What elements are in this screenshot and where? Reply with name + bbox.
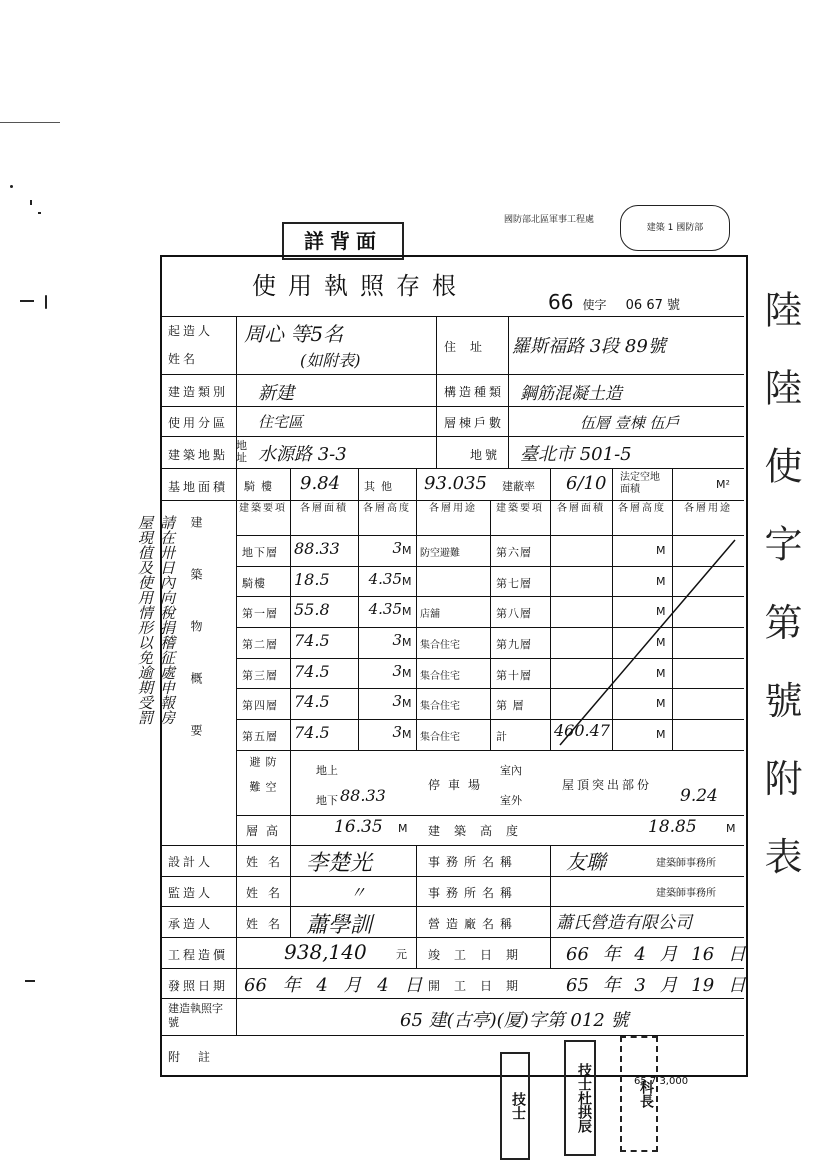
category-value: 新建 (258, 383, 294, 404)
right-margin-text: 陸 陸 使 字 第 號 附 表 (758, 290, 802, 889)
other-area: 93.035 (424, 473, 487, 494)
shelter-below-value: 88.33 (340, 786, 386, 805)
floor-height-unit: M (656, 728, 666, 741)
designer-name-label: 姓名 (246, 855, 291, 869)
contractor-name-label: 姓名 (246, 917, 291, 931)
scan-speck (30, 200, 32, 205)
floor-height: 3 (392, 539, 402, 557)
site-sub-label: 地址 (236, 439, 247, 464)
coverage-label: 建蔽率 (502, 480, 535, 493)
floors-table-header: 各層面積 (557, 503, 605, 514)
grid-line (416, 845, 417, 968)
floor-area: 74.5 (294, 662, 330, 681)
floors-units-value: 伍層 壹棟 伍戶 (580, 414, 680, 432)
issue-value: 66 年 4 月 4 日 (244, 975, 423, 996)
floor-height: 3 (392, 692, 402, 710)
grid-line (162, 937, 744, 938)
grid-line (162, 876, 744, 877)
remarks-label: 附註 (168, 1050, 229, 1064)
floor-height-unit: M (402, 544, 412, 557)
contractor-firm-label: 營造廠名稱 (428, 917, 519, 931)
supervisor-firm-suffix: 建築師事務所 (656, 888, 716, 899)
grid-line (490, 500, 491, 750)
scan-speck (25, 980, 35, 982)
floor-area: 74.5 (294, 631, 330, 650)
print-info: 65 7 3,000 (634, 1076, 689, 1087)
floor-name: 第 層 (496, 699, 525, 712)
other-label: 其他 (364, 480, 398, 493)
grid-line (162, 436, 744, 437)
grid-line (162, 500, 744, 501)
grid-line (550, 845, 551, 968)
grid-line (236, 750, 744, 751)
structure-label: 構造種類 (444, 385, 505, 399)
building-height-value: 18.85 (648, 817, 697, 837)
supervisor-name-label: 姓名 (246, 886, 291, 900)
scan-speck (20, 300, 34, 302)
floor-use: 集合住宅 (420, 671, 460, 682)
arcade-label: 騎樓 (244, 480, 278, 493)
shelter-label: 防空避難 (248, 756, 277, 806)
grid-line (236, 815, 744, 816)
floor-height-unit: M (402, 728, 412, 741)
designer-firm: 友聯 (566, 850, 606, 874)
floor-area: 460.47 (554, 721, 610, 740)
grid-line (436, 316, 437, 468)
floors-table-header: 建築要項 (496, 503, 544, 514)
floor-use: 店舖 (420, 609, 440, 620)
roof-value: 9.24 (680, 786, 718, 806)
floor-height-unit: M (402, 697, 412, 710)
license-label: 使字 (582, 298, 607, 312)
detail-back-stamp: 詳背面 (282, 222, 404, 260)
floor-height: 3 (392, 631, 402, 649)
start-value: 65 年 3 月 19 日 (566, 975, 746, 996)
floor-name: 計 (496, 730, 508, 743)
floor-height-unit: M (656, 605, 666, 618)
designer-firm-suffix: 建築師事務所 (656, 858, 716, 869)
summary-section-label: 建築物概要 (189, 516, 203, 776)
floor-area: 74.5 (294, 692, 330, 711)
cost-value: 938,140 (284, 940, 367, 964)
floors-table-header: 各層高度 (363, 503, 411, 514)
legal-open-label: 法定空地面積 (620, 472, 660, 495)
floor-name: 第十層 (496, 669, 532, 682)
floor-name: 第六層 (496, 546, 532, 559)
floor-use: 集合住宅 (420, 732, 460, 743)
designer-firm-label: 事務所名稱 (428, 855, 519, 869)
floor-height-unit: M (656, 575, 666, 588)
grid-line (162, 906, 744, 907)
supervisor-name: 〃 (350, 883, 367, 902)
floor-height-unit: M (402, 575, 412, 588)
grid-line (162, 468, 744, 469)
floor-height-unit: M (656, 544, 666, 557)
floors-units-label: 層棟戶數 (444, 416, 505, 430)
top-stamp-left: 國防部北區軍事工程處 (504, 215, 595, 225)
scan-speck (38, 212, 41, 214)
category-label: 建造類別 (168, 385, 229, 399)
arcade-area: 9.84 (300, 473, 341, 494)
grid-line (162, 998, 744, 999)
structure-value: 鋼筋混凝土造 (520, 384, 622, 404)
parking-indoor: 室內 (500, 764, 522, 777)
address-label: 住址 (444, 340, 497, 354)
floors-table-header: 各層高度 (618, 503, 666, 514)
floor-name: 第一層 (242, 607, 278, 620)
use-zone-value: 住宅區 (258, 413, 304, 431)
grid-line (162, 968, 744, 969)
scan-speck (10, 185, 13, 188)
license-number (548, 290, 738, 314)
form-title: 使用執照存根 (252, 272, 468, 300)
shelter-below-label: 地下 (316, 794, 338, 807)
story-height-value: 16.35 (334, 817, 383, 837)
floor-name: 第四層 (242, 699, 278, 712)
roof-label: 屋頂突出部份 (562, 778, 653, 792)
owner-value: 周心 等5名 (244, 322, 344, 346)
floor-use: 防空避難 (420, 548, 460, 559)
floor-area: 74.5 (294, 723, 330, 742)
area-label: 基地面積 (168, 480, 229, 494)
license-code: 66 (548, 290, 574, 314)
floor-area: 55.8 (294, 600, 330, 619)
contractor-label: 承造人 (168, 917, 214, 931)
story-height-label: 層高 (246, 824, 287, 838)
designer-name: 李楚光 (306, 851, 373, 876)
completion-label: 竣工日期 (428, 948, 533, 962)
floor-height-unit: M (402, 667, 412, 680)
floor-area: 88.33 (294, 539, 340, 558)
grid-line (162, 406, 744, 407)
stamp-technician: 技士 (500, 1052, 530, 1160)
shelter-above-label: 地上 (316, 764, 338, 777)
cost-label: 工程造價 (168, 948, 229, 962)
designer-label: 設計人 (168, 855, 214, 869)
floor-name: 第三層 (242, 669, 278, 682)
stamp-technician-name: 技士杜拱辰 (564, 1040, 596, 1156)
floor-name: 第八層 (496, 607, 532, 620)
floor-height-unit: M (656, 697, 666, 710)
floor-height-unit: M (402, 605, 412, 618)
grid-line (236, 316, 237, 1035)
supervisor-label: 監造人 (168, 886, 214, 900)
floor-use: 集合住宅 (420, 640, 460, 651)
side-note-col1: 屋現值及使用情形以免逾期受罰 (136, 515, 154, 725)
floors-table-header: 各層用途 (429, 503, 477, 514)
supervisor-firm-label: 事務所名稱 (428, 886, 519, 900)
owner-name-label: 姓名 (168, 352, 199, 366)
permit-value: 65 建(古亭)(厦)字第 012 號 (400, 1010, 629, 1031)
license-suffix: 06 67 號 (625, 298, 681, 313)
floor-name: 第九層 (496, 638, 532, 651)
floors-table-header: 各層面積 (300, 503, 348, 514)
floor-height: 3 (392, 662, 402, 680)
address-value: 羅斯福路 3段 89號 (512, 336, 666, 357)
floor-use: 集合住宅 (420, 701, 460, 712)
void-diagonal-line (550, 535, 744, 750)
cost-unit: 元 (396, 948, 407, 961)
top-stamp-right: 建築 1 國防部 (620, 205, 730, 251)
scan-speck (45, 295, 47, 309)
floors-table-header: 各層用途 (684, 503, 732, 514)
owner-value-2: (如附表) (300, 351, 361, 370)
grid-line (162, 374, 744, 375)
building-height-unit: M (726, 822, 736, 835)
floor-name: 地下層 (242, 546, 278, 559)
start-label: 開工日期 (428, 979, 533, 993)
site-lot: 臺北市 501-5 (520, 444, 632, 465)
parking-label: 停車場 (428, 778, 489, 792)
site-label: 建築地點 (168, 448, 229, 462)
scan-speck (0, 122, 60, 123)
floor-name: 第五層 (242, 730, 278, 743)
floors-table-header: 建築要項 (239, 503, 287, 514)
use-zone-label: 使用分區 (168, 416, 229, 430)
site-address: 水源路 3-3 (258, 444, 347, 465)
story-height-unit: M (398, 822, 408, 835)
grid-line (508, 316, 509, 468)
floor-name: 第七層 (496, 577, 532, 590)
contractor-name: 蕭學訓 (306, 913, 373, 938)
grid-line (162, 316, 744, 317)
floor-height: 4.35 (368, 570, 402, 588)
floor-height-unit: M (656, 667, 666, 680)
floor-height: 3 (392, 723, 402, 741)
grid-line (162, 845, 744, 846)
floor-height: 4.35 (368, 600, 402, 618)
contractor-firm: 蕭氏營造有限公司 (556, 913, 692, 933)
building-height-label: 建築高度 (428, 824, 533, 838)
floor-height-unit: M (656, 636, 666, 649)
coverage-value: 6/10 (566, 473, 607, 494)
stamp-section-chief: 科長 (620, 1036, 658, 1152)
floor-name: 騎樓 (242, 577, 266, 590)
grid-line (290, 845, 291, 937)
floor-name: 第二層 (242, 638, 278, 651)
grid-line (290, 468, 291, 845)
floor-height-unit: M (402, 636, 412, 649)
completion-value: 66 年 4 月 16 日 (566, 944, 746, 965)
parking-outdoor: 室外 (500, 794, 522, 807)
permit-label: 建造執照字號 (168, 1002, 223, 1029)
site-number-label: 地號 (470, 448, 501, 462)
owner-label: 起造人 (168, 324, 214, 338)
issue-label: 發照日期 (168, 979, 229, 993)
side-note-col2: 請在卅日內向稅捐稽征處申報房 (158, 515, 176, 725)
floor-area: 18.5 (294, 570, 330, 589)
legal-open-unit: M² (716, 478, 730, 491)
